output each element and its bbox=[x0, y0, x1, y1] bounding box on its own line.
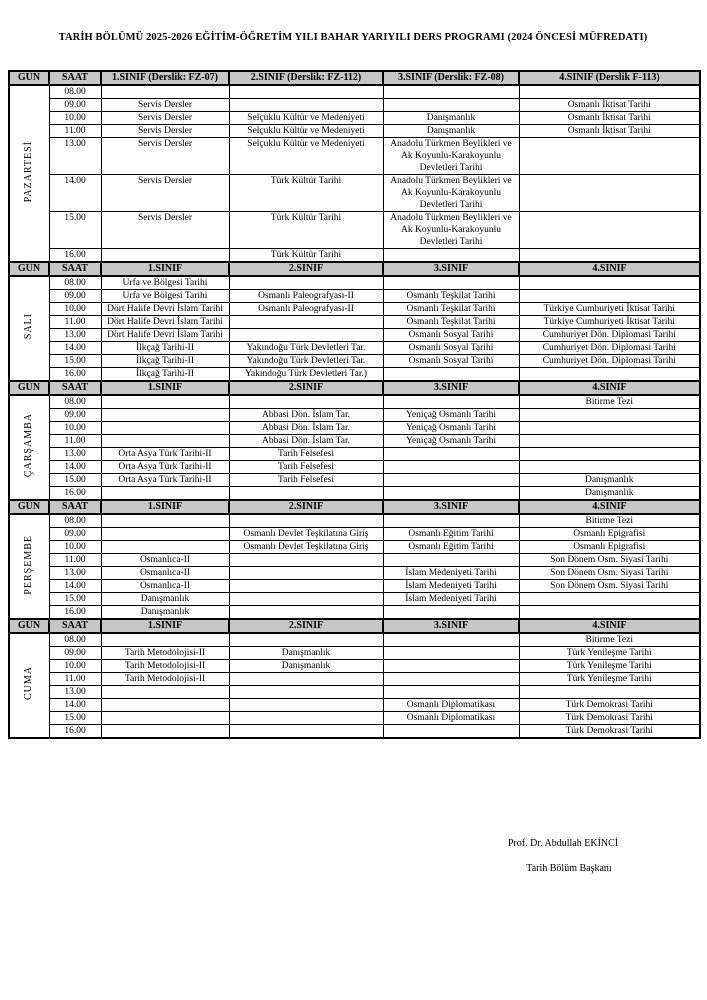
sinif3-header: 3.SINIF bbox=[383, 262, 519, 276]
sinif3-header: 3.SINIF bbox=[383, 619, 519, 633]
course-cell: Osmanlı Sosyal Tarihi bbox=[383, 342, 519, 355]
course-cell: Yeniçağ Osmanlı Tarihi bbox=[383, 409, 519, 422]
schedule-row bbox=[9, 541, 700, 554]
course-cell: Türkiye Cumhuriyeti İktisat Tarihi bbox=[519, 316, 700, 329]
empty-cell bbox=[383, 276, 519, 290]
time-cell: 15.00 bbox=[49, 212, 101, 249]
course-cell: Osmanlı Epigrafisi bbox=[519, 541, 700, 554]
time-cell: 13.00 bbox=[49, 448, 101, 461]
sinif4-header: 4.SINIF bbox=[519, 619, 700, 633]
schedule-row bbox=[9, 355, 700, 368]
time-cell: 16.00 bbox=[49, 487, 101, 501]
course-cell: Danışmanlık bbox=[101, 606, 229, 620]
sinif4-header: 4.SINIF bbox=[519, 500, 700, 514]
schedule-row bbox=[9, 712, 700, 725]
course-cell: Servis Dersler bbox=[101, 125, 229, 138]
course-cell: Osmanlı İktisat Tarihi bbox=[519, 99, 700, 112]
schedule-row bbox=[9, 567, 700, 580]
empty-cell bbox=[229, 593, 383, 606]
time-cell: 08.00 bbox=[49, 633, 101, 647]
course-cell: Türk Demokrasi Tarihi bbox=[519, 712, 700, 725]
gun-header: GÜN bbox=[9, 262, 49, 276]
empty-cell bbox=[101, 528, 229, 541]
course-cell: Türk Kültür Tarihi bbox=[229, 249, 383, 263]
schedule-table-body bbox=[9, 71, 700, 738]
empty-cell bbox=[229, 276, 383, 290]
empty-cell bbox=[519, 249, 700, 263]
empty-cell bbox=[229, 329, 383, 342]
empty-cell bbox=[229, 712, 383, 725]
schedule-row bbox=[9, 175, 700, 212]
day-label: ÇARŞAMBA bbox=[23, 413, 35, 478]
empty-cell bbox=[383, 673, 519, 686]
empty-cell bbox=[229, 580, 383, 593]
time-cell: 13.00 bbox=[49, 567, 101, 580]
time-cell: 10.00 bbox=[49, 541, 101, 554]
saat-header: SAAT bbox=[49, 262, 101, 276]
course-cell: Osmanlı Devlet Teşkilatına Giriş bbox=[229, 528, 383, 541]
day-label-cell bbox=[9, 514, 49, 619]
saat-header: SAAT bbox=[49, 619, 101, 633]
time-cell: 16.00 bbox=[49, 606, 101, 620]
empty-cell bbox=[383, 647, 519, 660]
time-cell: 14.00 bbox=[49, 461, 101, 474]
empty-cell bbox=[519, 435, 700, 448]
empty-cell bbox=[101, 249, 229, 263]
schedule-row bbox=[9, 699, 700, 712]
course-cell: Osmanlı İktisat Tarihi bbox=[519, 112, 700, 125]
course-cell: Osmanlı Eğitim Tarihi bbox=[383, 528, 519, 541]
empty-cell bbox=[519, 606, 700, 620]
course-cell: Türk Yenileşme Tarihi bbox=[519, 673, 700, 686]
time-cell: 15.00 bbox=[49, 474, 101, 487]
course-cell: Türkiye Cumhuriyeti İktisat Tarihi bbox=[519, 303, 700, 316]
time-cell: 14.00 bbox=[49, 699, 101, 712]
sinif1-header: 1.SINIF bbox=[101, 500, 229, 514]
schedule-row bbox=[9, 593, 700, 606]
schedule-row bbox=[9, 673, 700, 686]
empty-cell bbox=[101, 435, 229, 448]
course-cell: Osmanlı Paleografyası-II bbox=[229, 290, 383, 303]
course-cell: Osmanlı Teşkilat Tarihi bbox=[383, 290, 519, 303]
empty-cell bbox=[101, 725, 229, 739]
empty-cell bbox=[229, 487, 383, 501]
course-cell: Servis Dersler bbox=[101, 112, 229, 125]
course-cell: Osmanlı Eğitim Tarihi bbox=[383, 541, 519, 554]
time-cell: 09.00 bbox=[49, 528, 101, 541]
empty-cell bbox=[101, 541, 229, 554]
course-cell: Yakındoğu Türk Devletleri Tar.) bbox=[229, 368, 383, 382]
course-cell: Osmanlı Teşkilat Tarihi bbox=[383, 303, 519, 316]
day-label: SALI bbox=[23, 313, 35, 340]
course-cell: Türk Yenileşme Tarihi bbox=[519, 660, 700, 673]
saat-header: SAAT bbox=[49, 71, 101, 85]
time-cell: 16.00 bbox=[49, 725, 101, 739]
course-cell: Bitirme Tezi bbox=[519, 514, 700, 528]
empty-cell bbox=[229, 673, 383, 686]
schedule-row bbox=[9, 395, 700, 409]
time-cell: 15.00 bbox=[49, 712, 101, 725]
schedule-row bbox=[9, 212, 700, 249]
day-label: CUMA bbox=[23, 666, 35, 701]
schedule-row bbox=[9, 660, 700, 673]
course-cell: Servis Dersler bbox=[101, 138, 229, 175]
time-cell: 13.00 bbox=[49, 329, 101, 342]
schedule-row bbox=[9, 448, 700, 461]
empty-cell bbox=[229, 316, 383, 329]
course-cell: Danışmanlık bbox=[229, 660, 383, 673]
schedule-table bbox=[8, 70, 701, 739]
schedule-row bbox=[9, 329, 700, 342]
time-cell: 09.00 bbox=[49, 647, 101, 660]
course-cell: Danışmanlık bbox=[383, 125, 519, 138]
schedule-row bbox=[9, 686, 700, 699]
day-label-cell bbox=[9, 276, 49, 381]
time-cell: 08.00 bbox=[49, 276, 101, 290]
sinif2-header: 2.SINIF bbox=[229, 262, 383, 276]
course-cell: Yeniçağ Osmanlı Tarihi bbox=[383, 422, 519, 435]
sinif4-header: 4.SINIF bbox=[519, 381, 700, 395]
empty-cell bbox=[519, 212, 700, 249]
schedule-row bbox=[9, 474, 700, 487]
schedule-row bbox=[9, 125, 700, 138]
schedule-row bbox=[9, 435, 700, 448]
empty-cell bbox=[383, 554, 519, 567]
empty-cell bbox=[101, 85, 229, 99]
course-cell: Son Dönem Osm. Siyasi Tarihi bbox=[519, 554, 700, 567]
time-cell: 10.00 bbox=[49, 303, 101, 316]
time-cell: 16.00 bbox=[49, 368, 101, 382]
empty-cell bbox=[519, 686, 700, 699]
course-cell: Danışmanlık bbox=[519, 487, 700, 501]
empty-cell bbox=[101, 686, 229, 699]
empty-cell bbox=[383, 395, 519, 409]
course-cell: Danışmanlık bbox=[519, 474, 700, 487]
course-cell: Selçuklu Kültür ve Medeniyeti bbox=[229, 112, 383, 125]
empty-cell bbox=[383, 461, 519, 474]
gun-header: GÜN bbox=[9, 500, 49, 514]
page-title: TARİH BÖLÜMÜ 2025-2026 EĞİTİM-ÖĞRETİM YILI BAHAR YARIYILI DERS PROGRAMI (2024 ÖNCESİ MÜFREDATI) bbox=[58, 32, 648, 43]
empty-cell bbox=[383, 606, 519, 620]
course-cell: Anadolu Türkmen Beylikleri ve Ak Koyunlu-Karakoyunlu Devletleri Tarihi bbox=[383, 138, 519, 175]
empty-cell bbox=[101, 395, 229, 409]
course-cell: İslam Medeniyeti Tarihi bbox=[383, 580, 519, 593]
course-cell: İlkçağ Tarihi-II bbox=[101, 368, 229, 382]
empty-cell bbox=[383, 99, 519, 112]
section-header-row bbox=[9, 381, 700, 395]
day-label: PAZARTESİ bbox=[23, 140, 35, 203]
empty-cell bbox=[383, 448, 519, 461]
empty-cell bbox=[101, 409, 229, 422]
sinif3-header: 3.SINIF (Derslik: FZ-08) bbox=[383, 71, 519, 85]
time-cell: 14.00 bbox=[49, 175, 101, 212]
empty-cell bbox=[101, 712, 229, 725]
schedule-row bbox=[9, 342, 700, 355]
course-cell: Son Dönem Osm. Siyasi Tarihi bbox=[519, 567, 700, 580]
course-cell: Danışmanlık bbox=[383, 112, 519, 125]
course-cell: Osmanlı Devlet Teşkilatına Giriş bbox=[229, 541, 383, 554]
empty-cell bbox=[383, 368, 519, 382]
sinif3-header: 3.SINIF bbox=[383, 381, 519, 395]
course-cell: Orta Asya Türk Tarihi-II bbox=[101, 448, 229, 461]
empty-cell bbox=[229, 725, 383, 739]
time-cell: 14.00 bbox=[49, 580, 101, 593]
schedule-row bbox=[9, 487, 700, 501]
schedule-row bbox=[9, 138, 700, 175]
schedule-row bbox=[9, 725, 700, 739]
sinif4-header: 4.SINIF (Derslik F-113) bbox=[519, 71, 700, 85]
day-label-cell bbox=[9, 633, 49, 738]
course-cell: Türk Yenileşme Tarihi bbox=[519, 647, 700, 660]
course-cell: Dört Halife Devri İslam Tarihi bbox=[101, 316, 229, 329]
time-cell: 11.00 bbox=[49, 435, 101, 448]
empty-cell bbox=[229, 606, 383, 620]
course-cell: Anadolu Türkmen Beylikleri ve Ak Koyunlu-Karakoyunlu Devletleri Tarihi bbox=[383, 175, 519, 212]
sinif2-header: 2.SINIF bbox=[229, 619, 383, 633]
course-cell: Osmanlı Sosyal Tarihi bbox=[383, 355, 519, 368]
schedule-row bbox=[9, 112, 700, 125]
empty-cell bbox=[519, 276, 700, 290]
course-cell: Osmanlıca-II bbox=[101, 580, 229, 593]
time-cell: 11.00 bbox=[49, 673, 101, 686]
empty-cell bbox=[101, 699, 229, 712]
empty-cell bbox=[101, 422, 229, 435]
empty-cell bbox=[519, 448, 700, 461]
empty-cell bbox=[519, 593, 700, 606]
time-cell: 13.00 bbox=[49, 138, 101, 175]
schedule-row bbox=[9, 647, 700, 660]
course-cell: Osmanlı Diplomatikası bbox=[383, 712, 519, 725]
course-cell: Osmanlı Teşkilat Tarihi bbox=[383, 316, 519, 329]
empty-cell bbox=[229, 395, 383, 409]
course-cell: Osmanlı İktisat Tarihi bbox=[519, 125, 700, 138]
empty-cell bbox=[101, 514, 229, 528]
gun-header: GÜN bbox=[9, 71, 49, 85]
course-cell: Türk Demokrasi Tarihi bbox=[519, 699, 700, 712]
course-cell: İslam Medeniyeti Tarihi bbox=[383, 593, 519, 606]
time-cell: 10.00 bbox=[49, 112, 101, 125]
section-header-row bbox=[9, 262, 700, 276]
course-cell: Servis Dersler bbox=[101, 175, 229, 212]
schedule-row bbox=[9, 554, 700, 567]
time-cell: 15.00 bbox=[49, 593, 101, 606]
signature-name: Prof. Dr. Abdullah EKİNCİ bbox=[507, 838, 619, 849]
time-cell: 09.00 bbox=[49, 99, 101, 112]
empty-cell bbox=[229, 85, 383, 99]
empty-cell bbox=[229, 633, 383, 647]
empty-cell bbox=[383, 487, 519, 501]
sinif2-header: 2.SINIF bbox=[229, 381, 383, 395]
signature-title: Tarih Bölüm Başkanı bbox=[526, 863, 612, 874]
course-cell: Danışmanlık bbox=[101, 593, 229, 606]
sinif2-header: 2.SINIF (Derslik: FZ-112) bbox=[229, 71, 383, 85]
day-label: PERŞEMBE bbox=[23, 534, 35, 595]
day-label-cell bbox=[9, 395, 49, 500]
course-cell: Dört Halife Devri İslam Tarihi bbox=[101, 329, 229, 342]
course-cell: Tarih Metodolojisi-II bbox=[101, 660, 229, 673]
course-cell: Türk Kültür Tarihi bbox=[229, 175, 383, 212]
course-cell: Cumhuriyet Dön. Diplomasi Tarihi bbox=[519, 342, 700, 355]
empty-cell bbox=[519, 138, 700, 175]
course-cell: Türk Kültür Tarihi bbox=[229, 212, 383, 249]
sinif1-header: 1.SINIF bbox=[101, 619, 229, 633]
course-cell: Urfa ve Bölgesi Tarihi bbox=[101, 290, 229, 303]
course-cell: Osmanlı Sosyal Tarihi bbox=[383, 329, 519, 342]
time-cell: 13.00 bbox=[49, 686, 101, 699]
sinif2-header: 2.SINIF bbox=[229, 500, 383, 514]
course-cell: Tarih Metodolojisi-II bbox=[101, 647, 229, 660]
course-cell: Urfa ve Bölgesi Tarihi bbox=[101, 276, 229, 290]
empty-cell bbox=[519, 175, 700, 212]
empty-cell bbox=[383, 249, 519, 263]
course-cell: Tarih Metodolojisi-II bbox=[101, 673, 229, 686]
saat-header: SAAT bbox=[49, 381, 101, 395]
schedule-row bbox=[9, 422, 700, 435]
empty-cell bbox=[383, 725, 519, 739]
empty-cell bbox=[383, 474, 519, 487]
schedule-row bbox=[9, 290, 700, 303]
course-cell: İlkçağ Tarihi-II bbox=[101, 355, 229, 368]
empty-cell bbox=[229, 554, 383, 567]
section-header-row bbox=[9, 71, 700, 85]
time-cell: 10.00 bbox=[49, 422, 101, 435]
course-cell: Selçuklu Kültür ve Medeniyeti bbox=[229, 138, 383, 175]
course-cell: Tarih Felsefesi bbox=[229, 474, 383, 487]
course-cell: Servis Dersler bbox=[101, 212, 229, 249]
course-cell: Tarih Felsefesi bbox=[229, 448, 383, 461]
section-header-row bbox=[9, 500, 700, 514]
time-cell: 11.00 bbox=[49, 316, 101, 329]
course-cell: Bitirme Tezi bbox=[519, 633, 700, 647]
gun-header: GÜN bbox=[9, 381, 49, 395]
time-cell: 14.00 bbox=[49, 342, 101, 355]
course-cell: İslam Medeniyeti Tarihi bbox=[383, 567, 519, 580]
empty-cell bbox=[383, 85, 519, 99]
schedule-row bbox=[9, 606, 700, 620]
empty-cell bbox=[519, 85, 700, 99]
course-cell: Servis Dersler bbox=[101, 99, 229, 112]
course-cell: Abbasi Dön. İslam Tar. bbox=[229, 409, 383, 422]
sinif1-header: 1.SINIF bbox=[101, 381, 229, 395]
schedule-row bbox=[9, 303, 700, 316]
empty-cell bbox=[519, 368, 700, 382]
empty-cell bbox=[229, 514, 383, 528]
empty-cell bbox=[229, 99, 383, 112]
course-cell: Son Dönem Osm. Siyasi Tarihi bbox=[519, 580, 700, 593]
empty-cell bbox=[519, 290, 700, 303]
schedule-row bbox=[9, 99, 700, 112]
empty-cell bbox=[383, 514, 519, 528]
course-cell: Danışmanlık bbox=[229, 647, 383, 660]
empty-cell bbox=[229, 699, 383, 712]
time-cell: 09.00 bbox=[49, 290, 101, 303]
course-cell: Yakındoğu Türk Devletleri Tar. bbox=[229, 342, 383, 355]
schedule-row bbox=[9, 528, 700, 541]
empty-cell bbox=[383, 686, 519, 699]
sinif4-header: 4.SINIF bbox=[519, 262, 700, 276]
empty-cell bbox=[519, 409, 700, 422]
empty-cell bbox=[519, 422, 700, 435]
course-cell: Cumhuriyet Dön. Diplomasi Tarihi bbox=[519, 355, 700, 368]
course-cell: Dört Halife Devri İslam Tarihi bbox=[101, 303, 229, 316]
empty-cell bbox=[101, 633, 229, 647]
time-cell: 11.00 bbox=[49, 554, 101, 567]
time-cell: 16.00 bbox=[49, 249, 101, 263]
schedule-row bbox=[9, 249, 700, 263]
empty-cell bbox=[101, 487, 229, 501]
schedule-row bbox=[9, 409, 700, 422]
course-cell: Bitirme Tezi bbox=[519, 395, 700, 409]
course-cell: Osmanlıca-II bbox=[101, 567, 229, 580]
time-cell: 08.00 bbox=[49, 514, 101, 528]
empty-cell bbox=[519, 461, 700, 474]
sinif3-header: 3.SINIF bbox=[383, 500, 519, 514]
schedule-row bbox=[9, 276, 700, 290]
time-cell: 15.00 bbox=[49, 355, 101, 368]
schedule-row bbox=[9, 580, 700, 593]
section-header-row bbox=[9, 619, 700, 633]
empty-cell bbox=[383, 633, 519, 647]
course-cell: Osmanlı Diplomatikası bbox=[383, 699, 519, 712]
course-cell: Abbasi Dön. İslam Tar. bbox=[229, 422, 383, 435]
sinif1-header: 1.SINIF (Derslik: FZ-07) bbox=[101, 71, 229, 85]
course-cell: Anadolu Türkmen Beylikleri ve Ak Koyunlu-Karakoyunlu Devletleri Tarihi bbox=[383, 212, 519, 249]
schedule-row bbox=[9, 316, 700, 329]
empty-cell bbox=[229, 686, 383, 699]
time-cell: 10.00 bbox=[49, 660, 101, 673]
course-cell: Abbasi Dön. İslam Tar. bbox=[229, 435, 383, 448]
signature-block bbox=[455, 838, 671, 875]
course-cell: Osmanlı Paleografyası-II bbox=[229, 303, 383, 316]
course-cell: Orta Asya Türk Tarihi-II bbox=[101, 474, 229, 487]
empty-cell bbox=[383, 660, 519, 673]
schedule-row bbox=[9, 85, 700, 99]
course-cell: Yakındoğu Türk Devletleri Tar. bbox=[229, 355, 383, 368]
course-cell: Selçuklu Kültür ve Medeniyeti bbox=[229, 125, 383, 138]
course-cell: Türk Demokrasi Tarihi bbox=[519, 725, 700, 739]
schedule-row bbox=[9, 633, 700, 647]
schedule-row bbox=[9, 368, 700, 382]
schedule-row bbox=[9, 514, 700, 528]
course-cell: Osmanlı Epigrafisi bbox=[519, 528, 700, 541]
course-cell: Orta Asya Türk Tarihi-II bbox=[101, 461, 229, 474]
course-cell: Osmanlıca-II bbox=[101, 554, 229, 567]
time-cell: 08.00 bbox=[49, 85, 101, 99]
empty-cell bbox=[229, 567, 383, 580]
course-cell: Cumhuriyet Dön. Diplomasi Tarihi bbox=[519, 329, 700, 342]
time-cell: 08.00 bbox=[49, 395, 101, 409]
time-cell: 09.00 bbox=[49, 409, 101, 422]
saat-header: SAAT bbox=[49, 500, 101, 514]
sinif1-header: 1.SINIF bbox=[101, 262, 229, 276]
course-cell: Tarih Felsefesi bbox=[229, 461, 383, 474]
time-cell: 11.00 bbox=[49, 125, 101, 138]
day-label-cell bbox=[9, 85, 49, 262]
gun-header: GÜN bbox=[9, 619, 49, 633]
course-cell: Yeniçağ Osmanlı Tarihi bbox=[383, 435, 519, 448]
schedule-row bbox=[9, 461, 700, 474]
course-cell: İlkçağ Tarihi-II bbox=[101, 342, 229, 355]
